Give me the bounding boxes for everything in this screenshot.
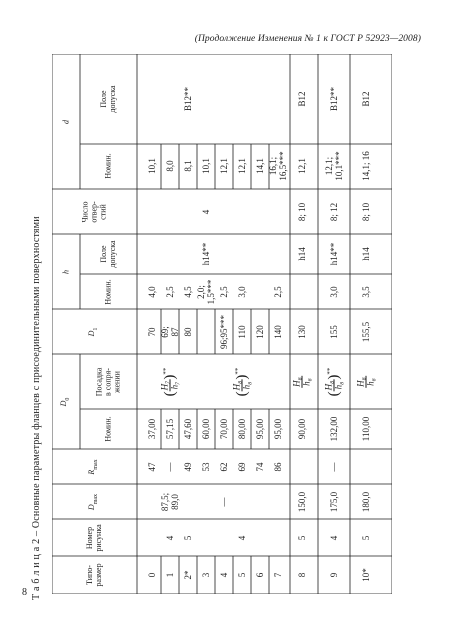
row-size: 9 (329, 572, 339, 578)
header-d-field: Поле допуска (99, 85, 117, 113)
row-d1: 155 (329, 325, 339, 339)
row-rmax: 69 (237, 462, 247, 472)
row-d0: 37,00 (147, 418, 157, 440)
row-dmax: 175,0 (329, 491, 339, 513)
row-size: 3 (201, 572, 211, 578)
page-number: 8 (22, 587, 27, 598)
row-dmax: — (219, 497, 229, 507)
row-figure: 5 (297, 535, 307, 541)
parameters-table (52, 54, 392, 594)
row-h: 3,5 (361, 286, 371, 298)
header-rmax: $R_{max}$ (87, 459, 99, 475)
row-d1: 70 (147, 327, 157, 337)
row-d-nominal: 12,1; 10,1*** (324, 151, 344, 181)
header-h-field: Поле допуска (99, 240, 117, 268)
row-d0: 60,00 (201, 418, 211, 440)
row-rmax: — (329, 462, 339, 472)
row-d0: 132,00 (329, 416, 339, 442)
header-d-nominal: Номин. (103, 153, 113, 179)
d-field-row8: B12 (297, 91, 307, 107)
row-rmax: 62 (219, 462, 229, 472)
holes-row10: 8; 10 (361, 202, 371, 222)
row-figure: 5 (361, 535, 371, 541)
row-d-nominal: 12,1 (237, 158, 247, 174)
row-rmax: 49 (183, 462, 193, 472)
row-d-nominal: 10,1 (201, 158, 211, 174)
row-h: 2,0; 1,5*** (196, 279, 216, 305)
row-size: 4 (219, 572, 229, 578)
row-h: 2,5 (165, 286, 175, 298)
row-d0: 90,00 (297, 418, 307, 440)
fit-h8-row9: ( H₈ h₈ )** (323, 367, 344, 397)
row-d0: 80,00 (237, 418, 247, 440)
row-h: 3,0 (237, 286, 247, 298)
row-d0: 110,00 (361, 416, 371, 442)
row-figure: 4 (237, 535, 247, 541)
row-size: 1 (165, 572, 175, 578)
row-h: 4,0 (147, 286, 157, 298)
row-d1: 110 (237, 325, 247, 339)
row-d0: 70,00 (219, 418, 229, 440)
row-d-nominal: 8,1 (183, 160, 193, 172)
header-d0-nominal: Номин. (103, 416, 113, 442)
h-field-row8: h14 (297, 247, 307, 261)
row-size: 8 (297, 572, 307, 578)
row-d0: 95,00 (255, 418, 265, 440)
fit-h7: ( H₇ h₇ )** (159, 367, 180, 397)
row-rmax: 47 (147, 462, 157, 472)
h-field-row10: h14 (361, 247, 371, 261)
row-rmax: — (165, 462, 175, 472)
row-d-nominal: 10,1 (147, 158, 157, 174)
header-dmax: $D_{max}$ (87, 493, 99, 511)
header-figure-number: Номер рисунка (85, 524, 103, 552)
row-rmax: 74 (255, 462, 265, 472)
row-d-nominal: 14,1; 16 (361, 151, 371, 181)
row-figure: 5 (183, 535, 193, 541)
h-field-row9: h14** (329, 242, 339, 266)
row-h: 4,5 (183, 286, 193, 298)
holes-row9: 8; 12 (329, 202, 339, 222)
row-d-nominal: 12,1 (219, 158, 229, 174)
d-field-row10: B12 (361, 91, 371, 107)
d-field-row9: B12** (329, 86, 339, 112)
fit-h8: ( H₈ h₈ )** (231, 367, 252, 397)
row-d-nominal: 16,1; 16,5*** (268, 151, 288, 181)
fit-h8-row8: H₈ h₈ (291, 377, 312, 387)
row-size: 6 (255, 572, 265, 578)
h-field-merged: h14** (201, 242, 211, 266)
header-d1: $D_1$ (87, 327, 99, 337)
row-h: 3,0 (329, 286, 339, 298)
row-dmax: 87,5; 89,0 (160, 492, 180, 512)
row-d0: 47,60 (183, 418, 193, 440)
header-h-nominal: Номин. (103, 279, 113, 305)
row-size: 0 (147, 572, 157, 578)
d-field-merged: B12** (183, 86, 193, 112)
row-d0: 95,00 (273, 418, 283, 440)
row-size: 5 (237, 572, 247, 578)
row-rmax: 86 (273, 462, 283, 472)
row-d1: 155,5 (361, 321, 371, 343)
header-d0: $D_0$ (59, 397, 71, 407)
row-d-nominal: 14,1 (255, 158, 265, 174)
row-dmax: 150,0 (297, 491, 307, 513)
row-figure: 4 (329, 535, 339, 541)
holes-row8: 8; 10 (297, 202, 307, 222)
row-size: 2* (183, 570, 193, 580)
row-d1: 140 (273, 325, 283, 339)
row-d-nominal: 12,1 (297, 158, 307, 174)
row-d1: 69; 87 (160, 326, 180, 338)
row-rmax: 53 (201, 462, 211, 472)
fit-h8-row10: H₈ h₈ (355, 377, 376, 387)
header-d: d (61, 120, 71, 124)
row-h: 2,5 (273, 286, 283, 298)
header-tiporazmer: Типо- размер (85, 563, 103, 587)
row-d1: 130 (297, 325, 307, 339)
holes-merged: 4 (201, 209, 211, 215)
row-figure: 4 (165, 535, 175, 541)
row-d0: 57,15 (165, 418, 175, 440)
table-caption: Т а б л и ц а 2 – Основные параметры фланцев с присоединительными поверхностями (31, 216, 42, 600)
page-header: (Продолжение Изменения № 1 к ГОСТ Р 52923—2008) (194, 34, 421, 44)
row-h: 2,5 (219, 286, 229, 298)
row-d1: 120 (255, 325, 265, 339)
header-h: h (61, 270, 71, 274)
row-d-nominal: 8,0 (165, 160, 175, 172)
row-size: 10* (361, 568, 371, 582)
row-size: 7 (273, 572, 283, 578)
header-d0-fit: Посадка в сопря- жении (94, 367, 122, 397)
row-dmax: 180,0 (361, 491, 371, 513)
header-holes: Число отвер- стий (80, 201, 108, 223)
row-d1: 80 (183, 327, 193, 337)
row-d1: 96;95*** (219, 314, 229, 350)
